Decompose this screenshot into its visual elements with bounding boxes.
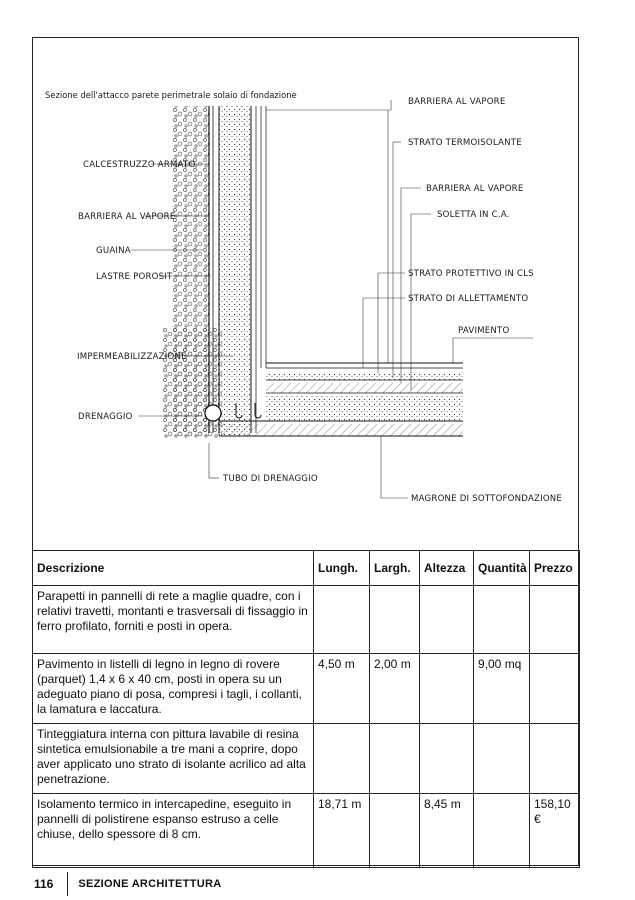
section-drawing <box>33 38 578 550</box>
cell-larghezza <box>370 724 420 794</box>
page-number: 116 <box>34 877 54 891</box>
header-larghezza: Largh. <box>370 551 420 586</box>
cell-quantita <box>474 586 530 654</box>
label-barriera-vapore-2: BARRIERA AL VAPORE <box>426 184 524 194</box>
label-drenaggio: DRENAGGIO <box>78 412 133 422</box>
page-frame <box>32 37 579 866</box>
lean-concrete-layer <box>219 424 463 436</box>
cell-larghezza <box>370 794 420 868</box>
drawing-title: Sezione dell'attacco parete perimetrale solaio di fondazione <box>45 90 297 100</box>
label-strato-allettamento: STRATO DI ALLETTAMENTO <box>408 294 529 304</box>
label-tubo-drenaggio: TUBO DI DRENAGGIO <box>223 474 318 484</box>
label-calcestruzzo: CALCESTRUZZO ARMATO <box>83 160 196 170</box>
cell-quantita <box>474 794 530 868</box>
cell-descrizione: Isolamento termico in intercapedine, eseguito in pannelli di polistirene espanso estruso a celle chiuse, dello spessore di 8 cm. <box>33 794 314 868</box>
label-barriera-vapore-left: BARRIERA AL VAPORE <box>78 212 176 222</box>
cost-table <box>32 550 580 868</box>
cell-prezzo <box>530 654 580 724</box>
cell-lunghezza: 4,50 m <box>314 654 370 724</box>
cell-quantita <box>474 724 530 794</box>
cell-descrizione: Tinteggiatura interna con pittura lavabile di resina sintetica emulsionabile a tre mani a coprire, dopo aver applicato uno strato di isolante acrilico ad alta penetrazione. <box>33 724 314 794</box>
cell-larghezza <box>370 586 420 654</box>
table-row <box>33 586 580 654</box>
cell-prezzo <box>530 724 580 794</box>
label-impermeabilizzazione: IMPERMEABILIZZAZIONE <box>77 352 187 362</box>
footer-divider <box>67 872 68 896</box>
label-strato-protettivo: STRATO PROTETTIVO IN CLS <box>408 269 534 279</box>
drain-pipe <box>205 405 221 421</box>
label-pavimento: PAVIMENTO <box>458 326 510 336</box>
table-row <box>33 794 580 868</box>
cell-lunghezza <box>314 724 370 794</box>
cell-lunghezza <box>314 586 370 654</box>
cell-altezza <box>420 586 474 654</box>
label-barriera-vapore-1: BARRIERA AL VAPORE <box>408 97 506 107</box>
header-quantita: Quantità <box>474 551 530 586</box>
cell-prezzo <box>530 586 580 654</box>
insulation-layer <box>266 383 463 393</box>
table-row <box>33 654 580 724</box>
label-lastre-porosit: LASTRE POROSIT <box>96 272 173 282</box>
header-descrizione: Descrizione <box>33 551 314 586</box>
cell-descrizione: Pavimento in listelli di legno in legno di rovere (parquet) 1,4 x 6 x 40 cm, posti in opera su un adeguato piano di posa, compresi i tagli, i collanti, la lamatura e laccatura. <box>33 654 314 724</box>
table-header-row <box>33 551 580 586</box>
label-strato-termoisolante: STRATO TERMOISOLANTE <box>408 138 522 148</box>
label-soletta: SOLETTA IN C.A. <box>437 210 510 220</box>
table-row <box>33 724 580 794</box>
cell-altezza: 8,45 m <box>420 794 474 868</box>
header-altezza: Altezza <box>420 551 474 586</box>
cell-lunghezza: 18,71 m <box>314 794 370 868</box>
screed-layer <box>266 372 463 380</box>
section-drawing-svg <box>33 38 578 550</box>
header-prezzo: Prezzo <box>530 551 580 586</box>
slab-layer <box>266 396 463 421</box>
cell-larghezza: 2,00 m <box>370 654 420 724</box>
cell-prezzo: 158,10 € <box>530 794 580 868</box>
section-title: SEZIONE ARCHITETTURA <box>78 878 222 890</box>
label-magrone: MAGRONE DI SOTTOFONDAZIONE <box>411 494 563 504</box>
cell-altezza <box>420 654 474 724</box>
cell-quantita: 9,00 mq <box>474 654 530 724</box>
label-guaina: GUAINA <box>96 246 131 256</box>
concrete-wall <box>219 106 251 436</box>
cell-descrizione: Parapetti in pannelli di rete a maglie quadre, con i relativi travetti, montanti e trasversali di fissaggio in ferro profilato, forniti e posti in opera. <box>33 586 314 654</box>
page-footer <box>34 872 221 896</box>
cell-altezza <box>420 724 474 794</box>
header-lunghezza: Lungh. <box>314 551 370 586</box>
